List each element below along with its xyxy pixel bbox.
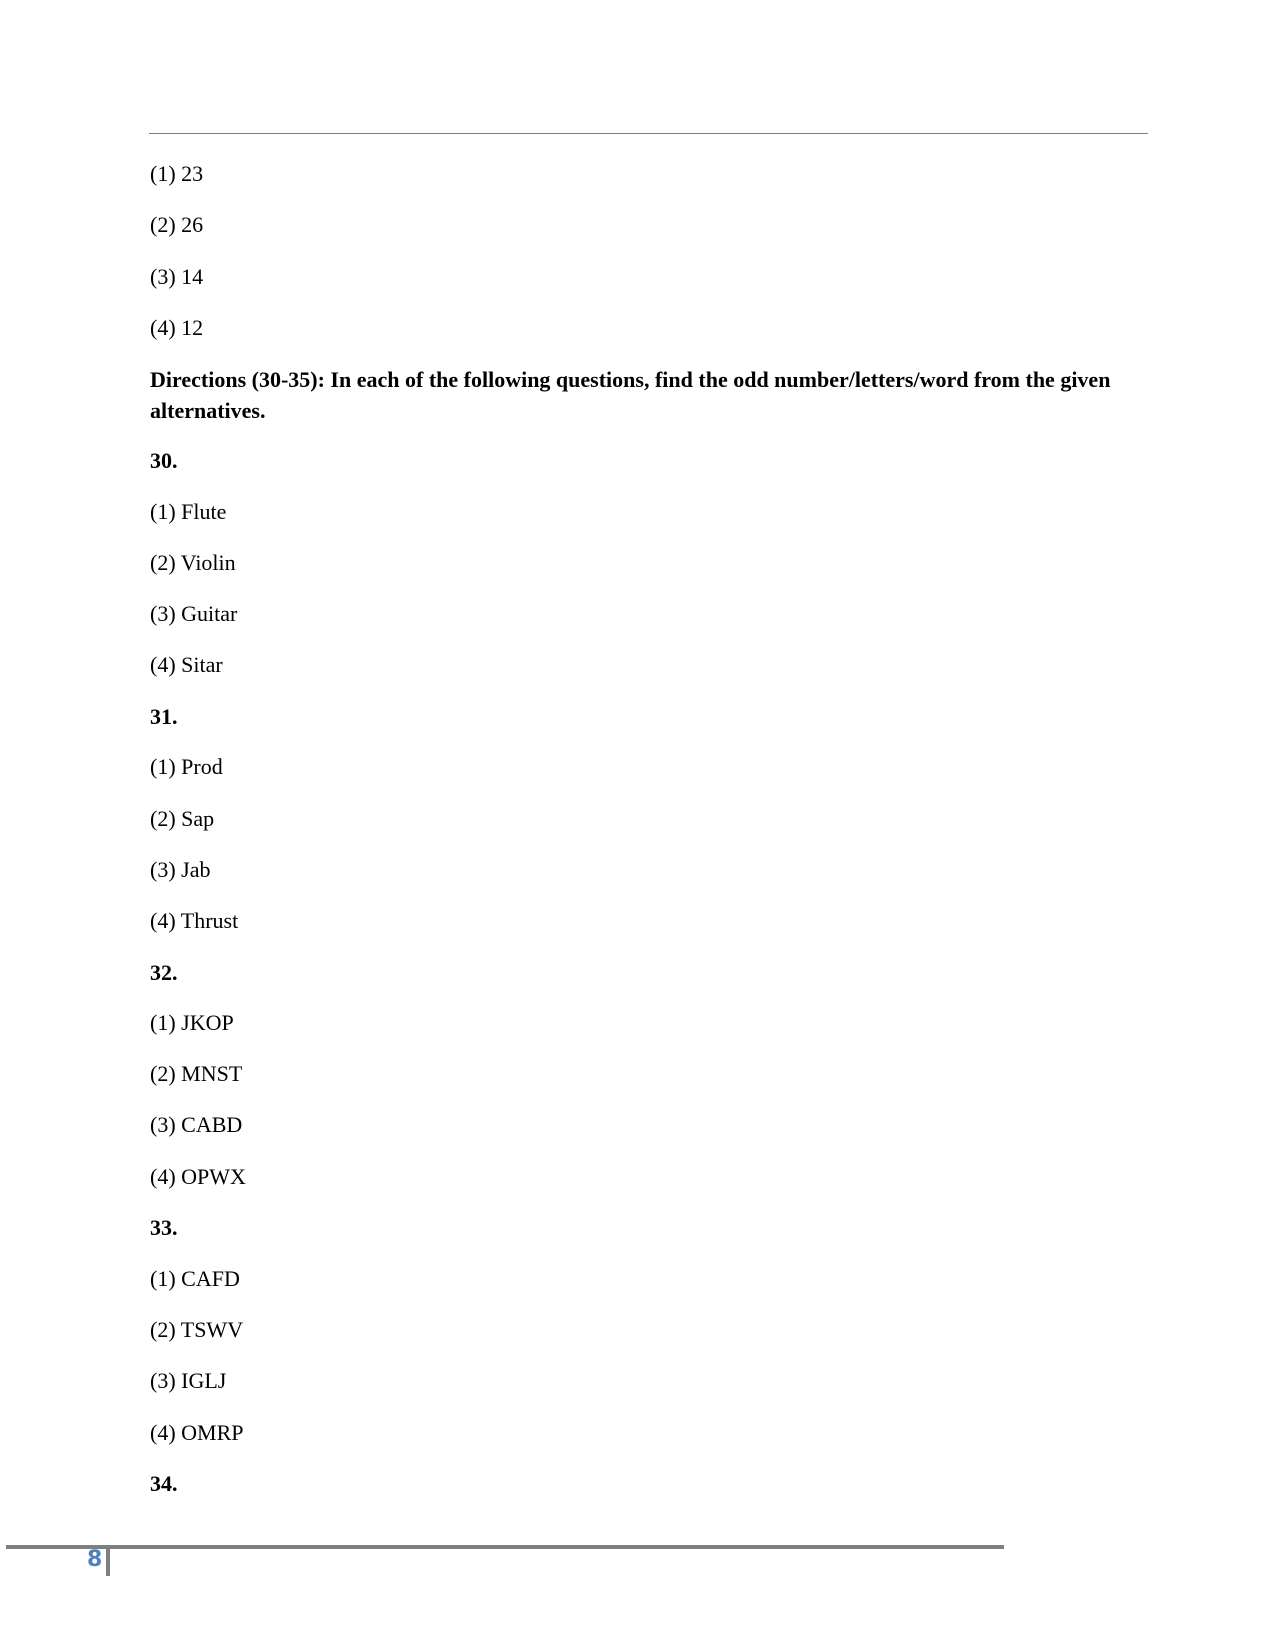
question-30-option-1: (1) Flute <box>150 499 227 524</box>
question-31-option-4: (4) Thrust <box>150 908 239 933</box>
question-32-option-1: (1) JKOP <box>150 1010 234 1035</box>
footer-divider <box>106 1545 110 1576</box>
question-33-number: 33. <box>150 1215 178 1240</box>
question-33-option-2: (2) TSWV <box>150 1317 244 1342</box>
question-32-option-2: (2) MNST <box>150 1061 243 1086</box>
question-32-number: 32. <box>150 960 178 985</box>
question-33-option-1: (1) CAFD <box>150 1266 240 1291</box>
header-rule <box>149 133 1148 134</box>
page-number: 8 <box>87 1547 103 1572</box>
previous-question-option-3: (3) 14 <box>150 264 204 289</box>
question-30-option-3: (3) Guitar <box>150 601 238 626</box>
question-33-option-4: (4) OMRP <box>150 1420 244 1445</box>
question-31-option-3: (3) Jab <box>150 857 211 882</box>
question-31-option-2: (2) Sap <box>150 806 215 831</box>
question-31-option-1: (1) Prod <box>150 754 223 779</box>
question-33-option-3: (3) IGLJ <box>150 1368 227 1393</box>
question-34-number: 34. <box>150 1471 178 1496</box>
previous-question-option-2: (2) 26 <box>150 212 204 237</box>
question-30-option-2: (2) Violin <box>150 550 236 575</box>
question-31-number: 31. <box>150 704 178 729</box>
previous-question-option-4: (4) 12 <box>150 315 204 340</box>
footer-rule <box>6 1545 1004 1549</box>
question-30-option-4: (4) Sitar <box>150 652 223 677</box>
question-32-option-4: (4) OPWX <box>150 1164 246 1189</box>
directions-text: Directions (30-35): In each of the following questions, find the odd number/letters/word from the given alternatives. <box>150 367 1111 423</box>
previous-question-option-1: (1) 23 <box>150 161 204 186</box>
question-32-option-3: (3) CABD <box>150 1112 243 1137</box>
question-30-number: 30. <box>150 448 178 473</box>
